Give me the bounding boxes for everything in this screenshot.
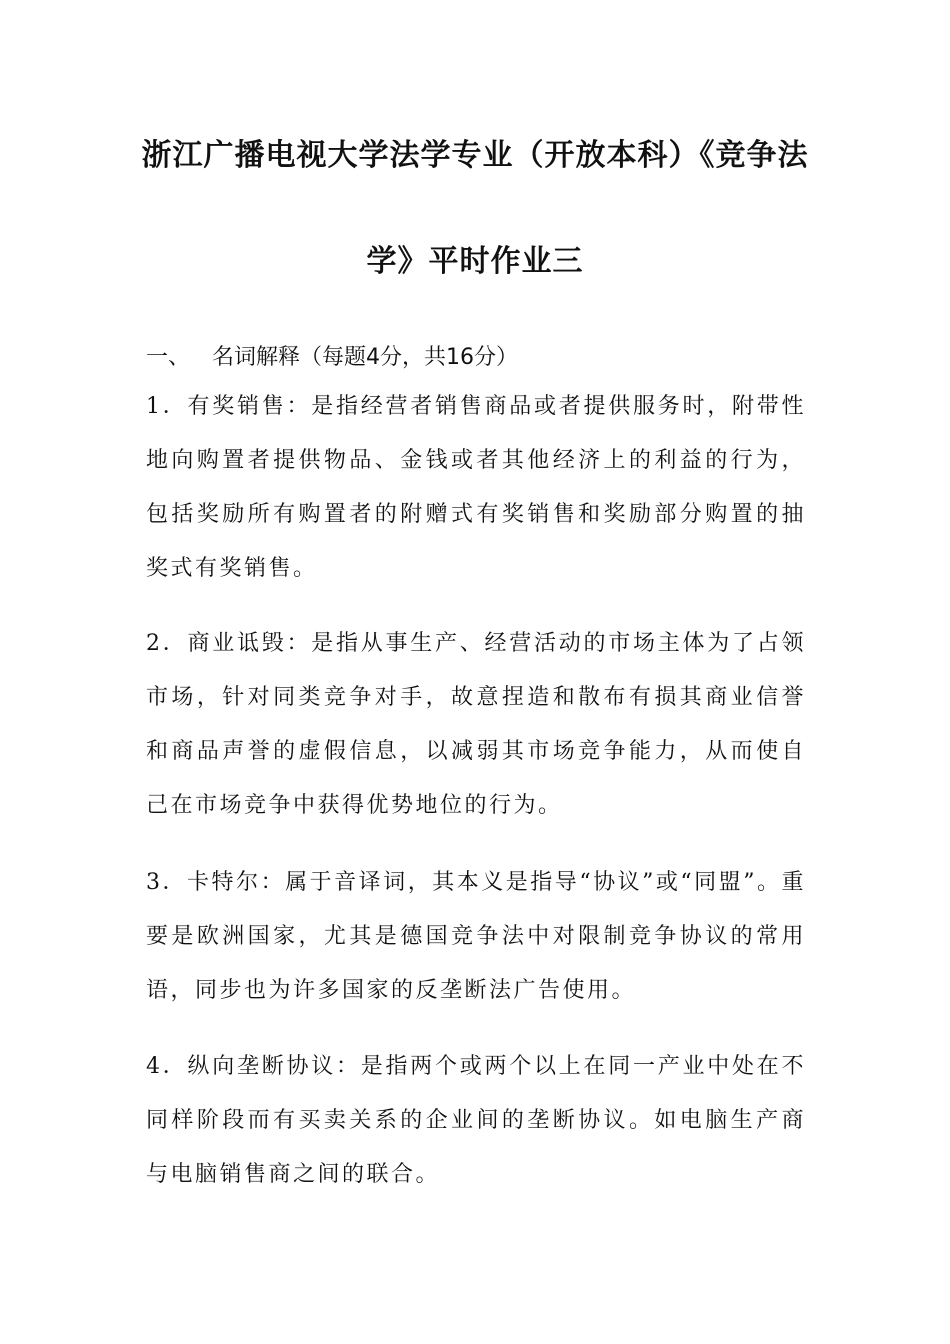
- definition-entry-3: 3．卡特尔：属于音译词，其本义是指导“协议”或“同盟”。重要是欧洲国家，尤其是德国竞争法中对限制竞争协议的常用语，同步也为许多国家的反垄断法广告使用。: [146, 870, 806, 1003]
- definition-entry-1: 1．有奖销售：是指经营者销售商品或者提供服务时，附带性地向购置者提供物品、金钱或者其他经济上的利益的行为，包括奖励所有购置者的附赠式有奖销售和奖励部分购置的抽奖式有奖销售。: [146, 394, 806, 581]
- definition-entry-4: 4．纵向垄断协议：是指两个或两个以上在同一产业中处在不同样阶段而有买卖关系的企业间的垄断协议。如电脑生产商与电脑销售商之间的联合。: [146, 1054, 806, 1187]
- section-heading: [146, 340, 518, 371]
- section-heading-text: 名词解释（每题4分，共16分）: [212, 345, 518, 370]
- document-title-line-2: 学》平时作业三: [366, 244, 584, 279]
- definition-entry-2: 2．商业诋毁：是指从事生产、经营活动的市场主体为了占领市场，针对同类竞争对手，故意捏造和散布有损其商业信誉和商品声誉的虚假信息，以减弱其市场竞争能力，从而使自己在市场竞争中获得优势地位的行为。: [146, 631, 806, 818]
- document-title-line-1: 浙江广播电视大学法学专业（开放本科）《竞争法: [141, 138, 809, 173]
- section-number: 一、: [146, 345, 191, 370]
